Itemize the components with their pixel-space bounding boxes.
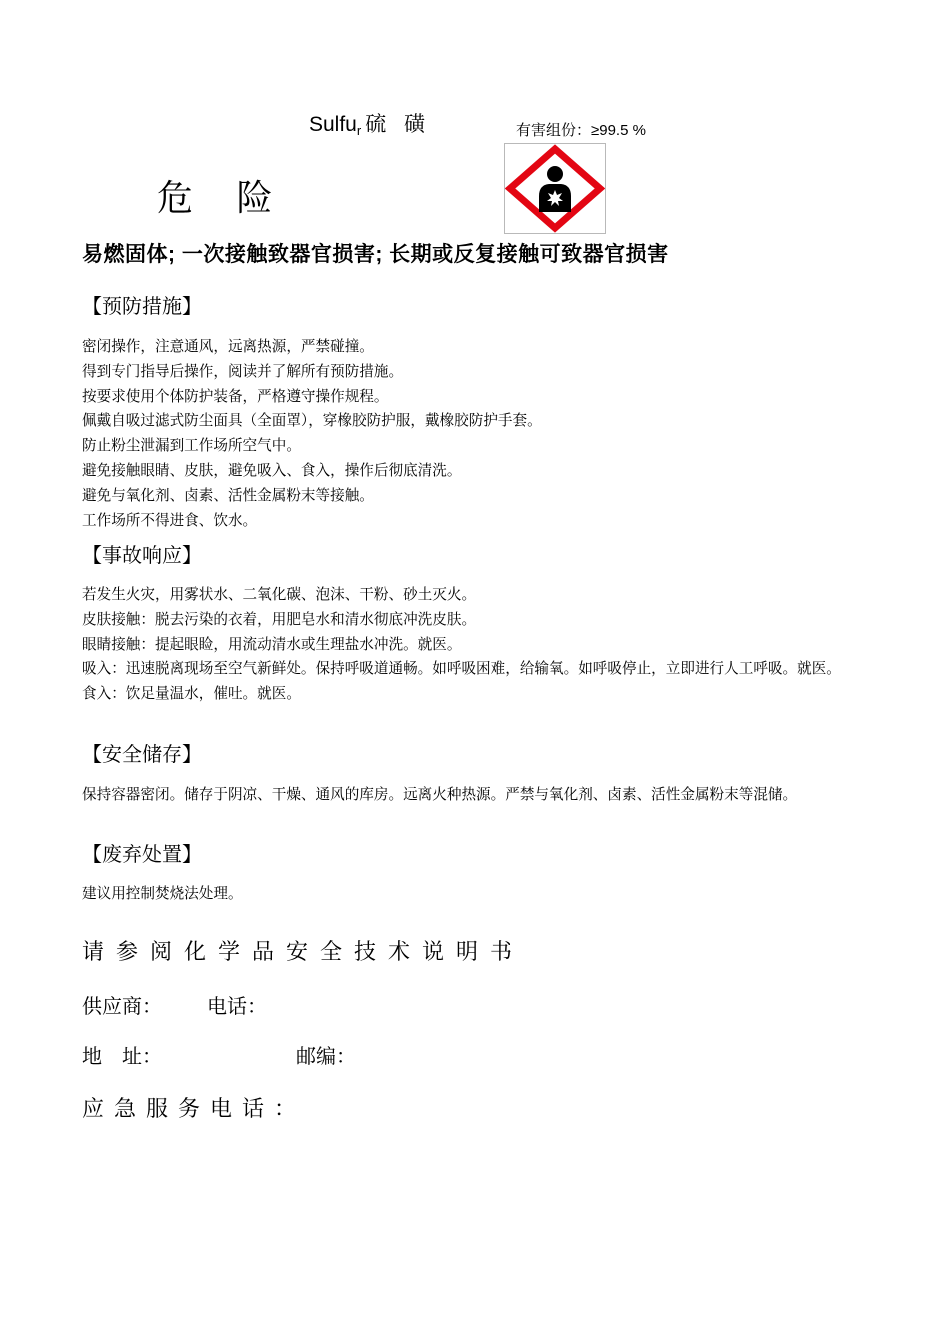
response-list [82,583,872,707]
list-item: 佩戴自吸过滤式防尘面具（全面罩），穿橡胶防护服，戴橡胶防护手套。 [82,412,542,430]
hazard-component: 有害组份：≥99.5 % [516,122,646,139]
list-item: 避免接触眼睛、皮肤，避免吸入、食入，操作后彻底清洗。 [82,461,462,479]
product-name-cn: 硫 磺 [365,113,432,136]
product-name-en: Sulfu [309,113,357,136]
signal-word: 危 险 [157,178,289,219]
health-hazard-icon [505,144,605,233]
list-item: 防止粉尘泄漏到工作场所空气中。 [82,437,301,455]
list-item: 皮肤接触：脱去污染的衣着，用肥皂水和清水彻底冲洗皮肤。 [82,610,477,628]
postcode-label: 邮编： [296,1044,356,1068]
disposal-heading: 【废弃处置】 [82,842,202,866]
phone-label: 电话： [207,994,267,1018]
list-item: 若发生火灾，用雾状水、二氧化碳、泡沫、干粉、砂土灭火。 [82,586,477,603]
supplier-label: 供应商： [82,994,162,1018]
list-item: 建议用控制焚烧法处理。 [82,885,243,902]
prevention-heading: 【预防措施】 [82,294,202,318]
list-item: 食入：饮足量温水，催吐。就医。 [82,685,301,703]
storage-list [82,783,872,808]
list-item: 吸入：迅速脱离现场至空气新鲜处。保持呼吸道通畅。如呼吸困难，给输氧。如呼吸停止，立即进行人工呼吸。就医。 [82,660,841,678]
list-item: 避免与氧化剂、卤素、活性金属粉末等接触。 [82,486,374,504]
list-item: 眼睛接触：提起眼睑，用流动清水或生理盐水冲洗。就医。 [82,635,462,653]
list-item: 按要求使用个体防护装备，严格遵守操作规程。 [82,387,389,405]
list-item: 密闭操作，注意通风，远离热源，严禁碰撞。 [82,338,374,355]
product-name [309,108,431,138]
refer-sds-note: 请参阅化学品安全技术说明书 [82,939,525,964]
ghs-pictogram [504,143,606,234]
response-heading: 【事故响应】 [82,543,202,567]
address-label: 地 址： [82,1044,162,1068]
list-item: 工作场所不得进食、饮水。 [82,511,258,529]
hazard-statement: 易燃固体; 一次接触致器官损害; 长期或反复接触可致器官损害 [82,243,669,266]
list-item: 保持容器密闭。储存于阴凉、干燥、通风的库房。远离火种热源。严禁与氧化剂、卤素、活性金属粉末等混储。 [82,786,798,803]
emergency-phone-label: 应急服务电话： [82,1096,307,1121]
product-name-en-subscript: r [356,123,362,138]
list-item: 得到专门指导后操作，阅读并了解所有预防措施。 [82,362,404,380]
prevention-list [82,335,872,533]
storage-heading: 【安全储存】 [82,742,202,766]
disposal-list [82,882,872,907]
